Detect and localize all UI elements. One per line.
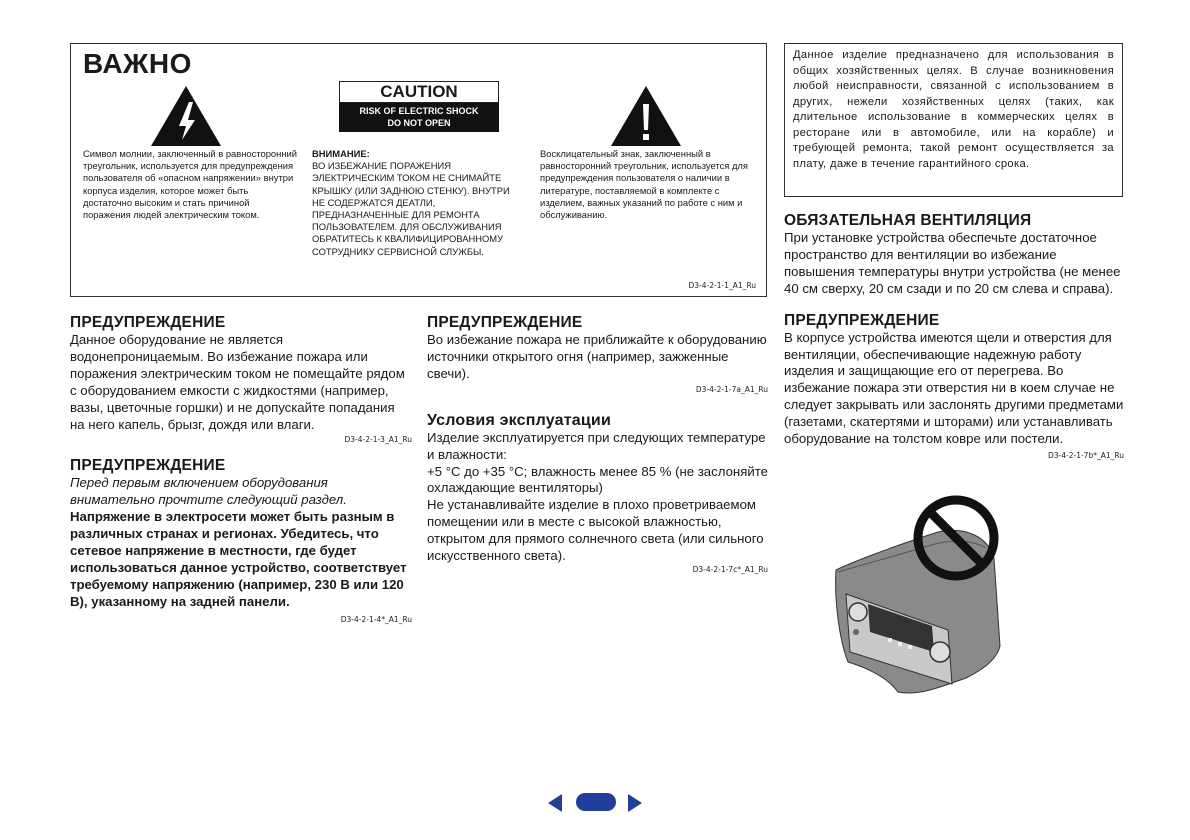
exclamation-description: Восклицательный знак, заключенный в равносторонний треугольник, используется для предупреждения пользователя о наличии в литературе, поставляемой в комплекте с изделием, важных указаний по работе с ним и обслуживанию. — [540, 148, 748, 221]
warning-4-code: D3-4-2-1-7b*_A1_Ru — [1048, 450, 1124, 460]
warning-3-text: Во избежание пожара не приближайте к оборудованию источники открытого огня (например, зажженные свечи). — [427, 332, 767, 381]
warning-4-heading: ПРЕДУПРЕЖДЕНИЕ — [784, 311, 940, 329]
caution-subtitle — [339, 103, 499, 132]
covered-receiver-illustration — [828, 492, 1008, 694]
caution-text: ВО ИЗБЕЖАНИЕ ПОРАЖЕНИЯ ЭЛЕКТРИЧЕСКИМ ТОКОМ НЕ СНИМАЙТЕ КРЫШКУ (ИЛИ ЗАДНЮЮ СТЕНКУ). ВНУТРИ НЕ СОДЕРЖАТСЯ ДЕАТЛИ, ПРЕДНАЗНАЧЕННЫЕ ДЛЯ РЕМОНТА ПОЛЬЗОВАТЕЛЕМ. ДЛЯ ОБСЛУЖИВАНИЯ ОБРАТИТЕСЬ К КВАЛИФИЦИРОВАННОМУ СОТРУДНИКУ СЕРВИСНОЙ СЛУЖБЫ. — [312, 160, 510, 257]
conditions-code: D3-4-2-1-7c*_A1_Ru — [692, 564, 768, 574]
conditions-text-3: Не устанавливайте изделие в плохо проветриваемом помещении или в месте с высокой влажностью, открытом для прямого солнечного света (или сильного искусственного света). — [427, 497, 764, 564]
next-page-arrow[interactable] — [628, 794, 642, 812]
middle-column — [427, 314, 768, 574]
purpose-box — [784, 43, 1123, 197]
important-code: D3-4-2-1-1_A1_Ru — [688, 281, 756, 290]
warning-4-text: В корпусе устройства имеются щели и отверстия для вентиляции, обеспечивающие надежную работу изделия и защищающие его от перегрева. Во избежание пожара эти отверстия ни в коем случае не следует закрывать или заслонять другими предметами (газетами, скатертями и шторами) или устанавливать оборудование на толстом ковре или постели. — [784, 329, 1124, 447]
warning-2-heading: ПРЕДУПРЕЖДЕНИЕ — [70, 457, 226, 475]
warning-1-code: D3-4-2-1-3_A1_Ru — [344, 435, 412, 445]
ventilation-text: При установке устройства обеспечьте достаточное пространство для вентиляции во избежание повышения температуры внутри устройства (не менее 40 см сверху, 20 см сзади и по 20 см слева и справа). — [784, 230, 1121, 296]
warning-2-italic: Перед первым включением оборудования внимательно прочтите следующий раздел. — [70, 475, 347, 508]
caution-label — [339, 81, 499, 132]
warning-2-code: D3-4-2-1-4*_A1_Ru — [340, 614, 412, 624]
conditions-text-2: +5 °C до +35 °C; влажность менее 85 % (не заслоняйте охлаждающие вентиляторы) — [427, 463, 768, 496]
caution-line-1: RISK OF ELECTRIC SHOCK — [359, 106, 479, 116]
warning-3-code: D3-4-2-1-7a_A1_Ru — [695, 384, 768, 394]
warning-1-text: Данное оборудование не является водонепроницаемым. Во избежание пожара или поражения электрическим током не помещайте рядом с оборудованием емкости с жидкостями (например, вазы, цветочные горшки) и не допускайте попадания на него капель, брызг, дождя или влаги. — [70, 332, 405, 432]
caution-heading: ВНИМАНИЕ: — [312, 148, 370, 159]
previous-page-arrow[interactable] — [548, 794, 562, 812]
lightning-warning-icon — [149, 84, 223, 148]
right-column — [784, 212, 1124, 460]
warning-1-heading: ПРЕДУПРЕЖДЕНИЕ — [70, 314, 226, 331]
important-title: ВАЖНО — [83, 48, 192, 79]
conditions-heading: Условия эксплуатации — [427, 411, 611, 429]
left-column — [70, 314, 412, 624]
caution-title: CAUTION — [339, 81, 499, 103]
caution-description — [312, 148, 517, 258]
ventilation-heading: ОБЯЗАТЕЛЬНАЯ ВЕНТИЛЯЦИЯ — [784, 212, 1032, 229]
warning-3-heading: ПРЕДУПРЕЖДЕНИЕ — [427, 314, 583, 331]
exclamation-warning-icon — [609, 84, 683, 148]
important-box — [70, 43, 767, 297]
lightning-description: Символ молнии, заключенный в равносторонний треугольник, используется для предупреждения пользователя об «опасном напряжении» внутри корпуса изделия, которое может быть достаточно высоким и стать причиной поражения людей электрическим током. — [83, 148, 297, 221]
warning-2-bold: Напряжение в электросети может быть разным в различных странах и регионах. Убедитесь, что сетевое напряжение в местности, где будет использоваться данное устройство, соответствует требуемому напряжению (например, 230 В или 120 В), указанному на задней панели. — [70, 509, 407, 609]
caution-line-2: DO NOT OPEN — [387, 118, 451, 128]
conditions-text: Изделие эксплуатируется при следующих температуре и влажности: — [427, 429, 766, 462]
page-indicator-button[interactable] — [576, 793, 616, 811]
purpose-text: Данное изделие предназначено для использования в общих хозяйственных целях. В случае возникновения любой неисправности, связанной с использованием в других, нежели хозяйственных целях (таких, как длительное использование в коммерческих целях в ресторане или в автомобиле, или на корабле) и требующей ремонта, такой ремонт осуществляется за плату, даже в течение гарантийного срока. — [793, 49, 1114, 170]
